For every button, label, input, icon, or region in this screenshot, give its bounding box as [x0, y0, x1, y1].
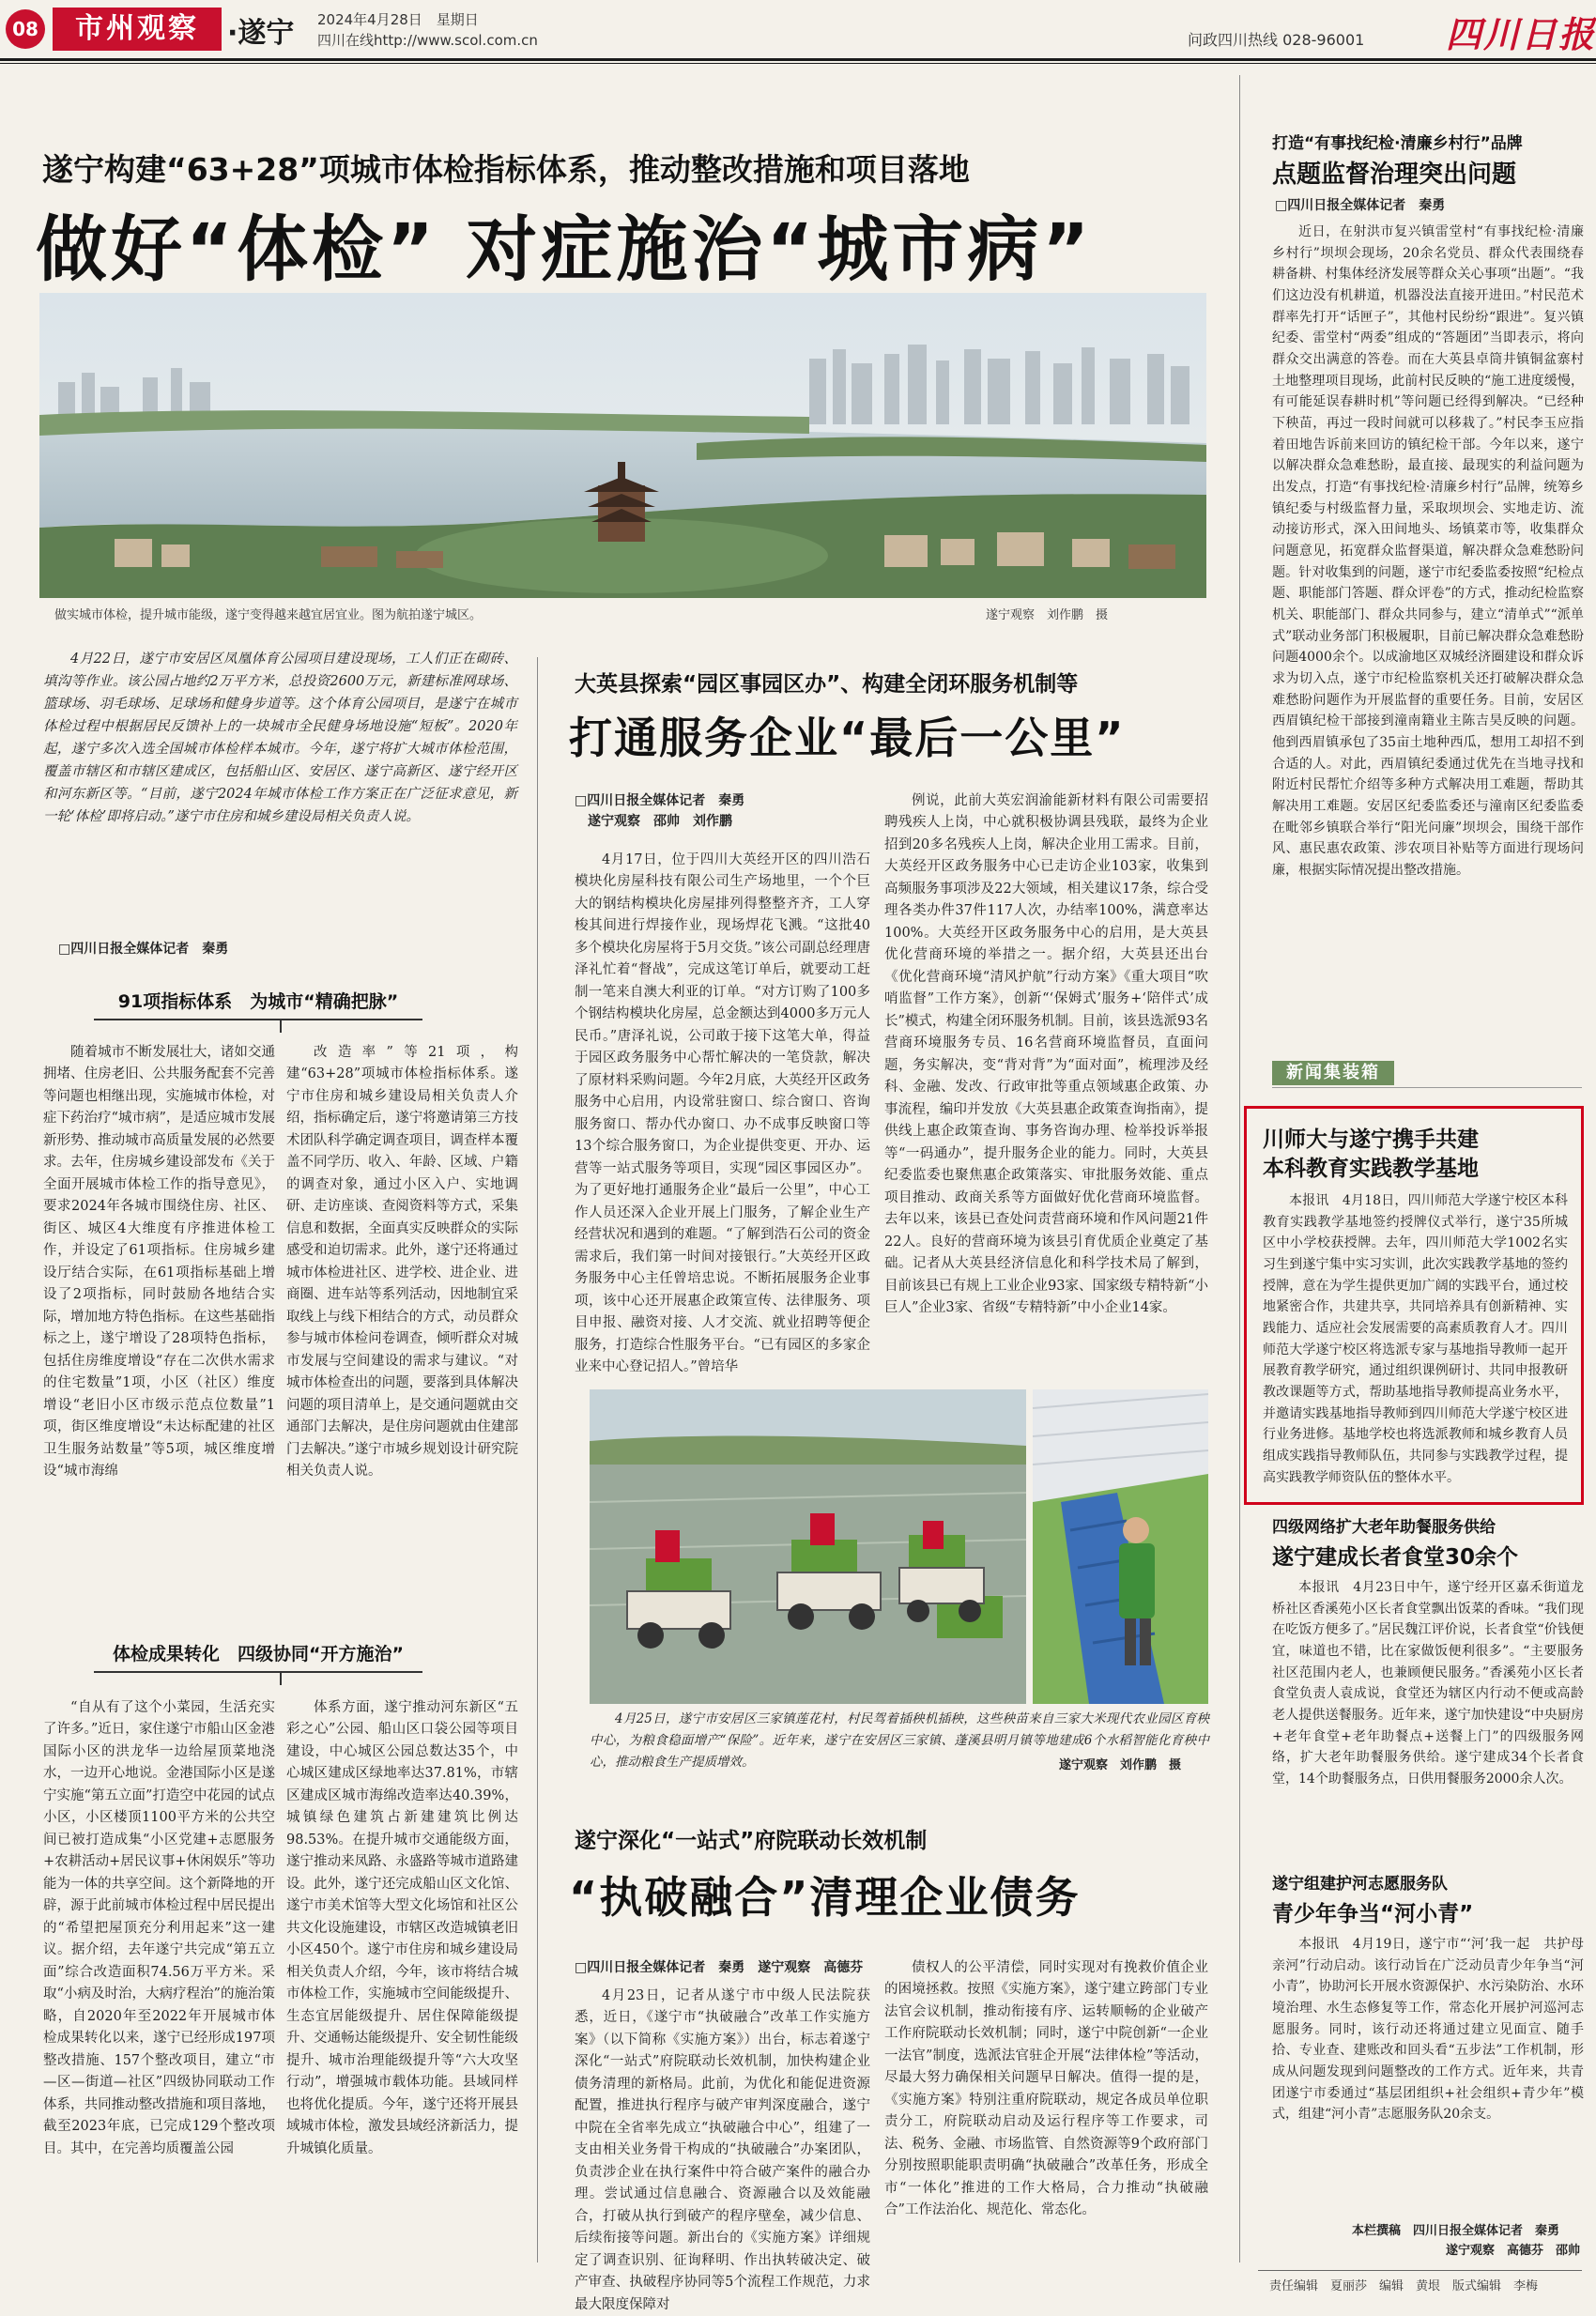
paddy-field-photo [590, 1389, 1026, 1704]
subhead-tick [280, 1672, 282, 1685]
right4-body [1272, 1934, 1584, 2216]
lead-section1-col1-text: 随着城市不断发展壮大，诸如交通拥堵、住房老旧、公共服务配套不完善等问题也相继出现，实施城市体检，对症下药治疗“城市病”，是适应城市发展新形势、推动城市高质量发展的必然要求。去年，住房城乡建设部发布《关于全面开展城市体检工作的指导意见》，要求2024年各城市围绕住房、社区、街区、城区4大维度有序推进体检工作，并设定了61项指标。住房城乡建设厅结合实际，在61项指标基础上增设了2项指标，同时鼓励各地结合实际，增加地方特色指标。在这些基础指标之上，遂宁增设了28项特色指标，包括住房维度增设“存在二次供水需求的住宅数量”1项，小区（社区）维度增设“老旧小区市级示范点位数量”1项，街区维度增设“未达标配建的社区卫生服务站数量”等5项，城区维度增设“城市海绵 [43, 1045, 275, 1480]
column-divider-right [1239, 75, 1240, 2262]
lead-photo-caption: 做实城市体检，提升城市能级，遂宁变得越来越宜居宜业。图为航拍遂宁城区。 [54, 608, 483, 622]
subhead-indicators: 91项指标体系 为城市“精确把脉” [117, 991, 399, 1012]
center1-col1-text: 4月17日，位于四川大英经开区的四川浩石模块化房屋科技有限公司生产场地里，一个个巨大的钢结构模块化房屋排列得整整齐齐，工人穿梭其间进行焊接作业，现场焊花飞溅。“这批40多个模块化房屋将于5月交货。”该公司副总经理唐泽礼忙着“督战”，完成这笔订单后，就要动工赶制一笔来自澳大利亚的订单。“对方订购了100多个钢结构模块化房屋，总金额达到4000多万元人民币。”唐泽礼说，公司敢于接下这笔大单，得益于园区政务服务中心帮忙解决的一笔贷款，解决了原材料采购问题。今年2月底，大英经开区政务服务中心启用，内设常驻窗口、综合窗口、咨询服务窗口、帮办代办窗口、办不成事反映窗口等13个综合服务窗口，为企业提供变更、开办、运营等一站式服务等项目，实现“园区事园区办”。为了更好地打通服务企业“最后一公里”，中心工作人员还深入企业开展上门服务，了解企业生产经营状况和遇到的难题。“了解到浩石公司的资金需求后，我们第一时间对接银行。”大英经开区政务服务中心主任曾培忠说。不断拓展服务企业事项，该中心还开展惠企政策宣传、法律服务、项目申报、融资对接、人才交流、就业招聘等便企服务，打造综合性服务平台。“已有园区的多家企业来中心登记招人。”曾培华 [575, 852, 870, 1375]
right1-body [1272, 222, 1584, 1038]
issue-date: 2024年4月28日 星期日 [317, 11, 479, 28]
lead-intro [43, 648, 517, 929]
news-brief-label: 新闻集装箱 [1272, 1061, 1394, 1085]
right1-kicker: 打造“有事找纪检·清廉乡村行”品牌 [1272, 134, 1523, 153]
center2-col2 [884, 1957, 1208, 2267]
center2-kicker: 遂宁深化“一站式”府院联动长效机制 [575, 1829, 928, 1853]
editor-credits: 责任编辑 夏丽莎 编辑 黄垠 版式编辑 李梅 [1269, 2279, 1539, 2293]
lead-intro-text: 4月22日，遂宁市安居区凤凰体育公园项目建设现场，工人们正在砌砖、填沟等作业。该公园占地约2万平方米，总投资2600万元，新建标准网球场、篮球场、羽毛球场、足球场和健身步道等。这个体育公园项目，是遂宁在城市体检过程中根据居民反馈补上的一块城市全民健身场地设施“短板”。2020年起，遂宁多次入选全国城市体检样本城市。今年，遂宁将扩大城市体检范围，覆盖市辖区和市辖区建成区，包括船山区、安居区、遂宁高新区、遂宁经开区和河东新区等。“目前，遂宁2024年城市体检工作方案正在广泛征求意见，新一轮‘体检’即将启动。”遂宁市住房和城乡建设局相关负责人说。 [43, 652, 517, 825]
center2-headline: “执破融合”清理企业债务 [569, 1872, 1081, 1923]
lead-section1-col2 [286, 1042, 518, 1591]
right1-body-text: 近日，在射洪市复兴镇雷堂村“有事找纪检·清廉乡村行”坝坝会现场，20余名党员、群众代表围绕春耕备耕、村集体经济发展等群众关心事项“出题”。“我们这边没有机耕道，机器没法直接开进田。”村民范术群率先打开“话匣子”，其他村民纷纷“跟进”。复兴镇纪委、雷堂村“两委”组成的“答题团”当即表示，将向群众交出满意的答卷。而在大英县卓筒井镇铜盆寨村土地整理项目现场，此前村民反映的“施工进度缓慢，有可能延误春耕时机”等问题已经得到解决。“已经种下秧苗，再过一段时间就可以移栽了。”村民李玉应指着田地告诉前来回访的镇纪检干部。今年以来，遂宁以解决群众急难愁盼，最直接、最现实的利益问题为出发点，打造“有事找纪检·清廉乡村行”品牌，统筹乡镇纪委与村级监督力量，采取坝坝会、实地走访、流动接访形式，深入田间地头、场镇菜市等，收集群众问题意见，拓宽群众监督渠道，解决群众急难愁盼问题。针对收集到的问题，遂宁市纪委监委按照“纪检点题、职能部门答题、群众评卷”的方式，推动纪检监察机关、职能部门、群众共同参与，建立“清单式”“派单式”联动业务部门积极履职，目前已解决群众急难愁盼问题4000余个。以成渝地区双城经济圈建设和群众诉求为切入点，遂宁市纪检监察机关还打破解决群众急难愁盼问题作为开展监督的重要任务。目前，安居区西眉镇纪检干部接到潼南籍业主陈吉昊反映的问题。他到西眉镇承包了35亩土地种西瓜，想用工却招不到合适的人。对此，西眉镇纪委通过优先在当地寻找和附近村民帮忙介绍等多种方式解决用工难题，帮助其解决用工难题。安居区纪委监委还与潼南区纪委监委在毗邻乡镇联合举行“阳光问廉”坝坝会，围绕干部作风、惠民惠农政策、涉农项目补贴等方面进行现场问廉，根据实际情况提出整改措施。 [1272, 224, 1584, 879]
masthead [0, 0, 1596, 56]
website: 四川在线http://www.scol.com.cn [317, 32, 538, 49]
subhead-tick [280, 1020, 282, 1033]
right3-body [1272, 1577, 1584, 1864]
center1-kicker: 大英县探索“园区事园区办”、构建全闭环服务机制等 [575, 672, 1079, 697]
center-photo-caption-text: 4月25日，遂宁市安居区三家镇莲花村，村民驾着插秧机插秧，这些秧苗来自三家大米现代农业园区育秧中心，为粮食稳面增产“保险”。近年来，遂宁在安居区三家镇、蓬溪县明月镇等地建成6个水稻智能化育秧中心，推动粮食生产提质增效。 [590, 1711, 1209, 1770]
center2-col1-text: 4月23日，记者从遂宁市中级人民法院获悉，近日，《遂宁市“执破融合”改革工作实施方案》（以下简称《实施方案》）出台，标志着遂宁深化“一站式”府院联动长效机制，加快构建企业债务清理的新格局。此前，为优化和能促进资源配置，推进执行程序与破产审判深度融合，遂宁中院在全省率先成立“执破融合中心”，组建了一支由相关业务骨干构成的“执破融合”办案团队，负责涉企业在执行案件中符合破产案件的融合办理。尝试通过信息融合、资源融合以及效能融合，打破从执行到破产的程序壁垒，减少信息、后续衔接等问题。新出台的《实施方案》详细规定了调查识别、征询释明、作出执转破决定、破产审查、执破程序协同等5个流程工作规范，力求最大限度保障对 [575, 1988, 870, 2312]
masthead-rule [0, 58, 1596, 61]
section-city: ·遂宁 [227, 17, 295, 50]
center2-col2-text: 债权人的公平清偿，同时实现对有挽救价值企业的困境拯救。按照《实施方案》，遂宁建立跨部门专业法官会议机制，推动衔接有序、运转顺畅的企业破产工作府院联动长效机制；同时，遂宁中院创新“一企业一法官”制度，选派法官驻企开展“法律体检”等活动，尽最大努力确保相关问题早日解决。值得一提的是，《实施方案》特别注重府院联动，规定各成员单位职责分工，府院联动启动及运行程序等工作要求，司法、税务、金融、市场监管、自然资源等9个政府部门分别按照职能职责明确“执破融合”改革任务，形成全市“一体化”推进的工作大格局，合力推动“执破融合”工作法治化、规范化、常态化。 [884, 1960, 1208, 2218]
right4-kicker: 遂宁组建护河志愿服务队 [1272, 1875, 1448, 1894]
subhead-rule [94, 1671, 422, 1673]
center2-col1 [575, 1986, 870, 2312]
lead-headline: 做好“体检” 对症施治“城市病” [36, 207, 1094, 291]
right4-headline: 青少年争当“河小青” [1272, 1902, 1474, 1926]
center1-byline-2: 遂宁观察 邵帅 刘作鹏 [588, 814, 732, 829]
column-divider-center [537, 657, 538, 2262]
center1-col1 [575, 850, 870, 1375]
subhead-results: 体检成果转化 四级协同“开方施治” [113, 1644, 404, 1664]
right4-credit: 本栏撰稿 四川日报全媒体记者 秦勇 [1352, 2224, 1560, 2238]
center2-byline: □四川日报全媒体记者 秦勇 遂宁观察 高德芬 [575, 1960, 864, 1975]
lead-section2-col1 [43, 1697, 275, 2265]
right4-body-text: 本报讯 4月19日，遂宁市“‘河’我一起 共护母亲河”行动启动。该行动旨在广泛动员青少年争当“河小青”，协助河长开展水资源保护、水污染防治、水环境治理、水生态修复等工作，常态化开展护河巡河志愿服务。同时，该行动还将通过建立见面宣、随手拾、专业查、建账改和回头看“五步法”工作机制，形成从问题发现到问题整改的工作方式。近年来，共青团遂宁市委通过“基层团组织+社会组织+青少年”模式，组建“河小青”志愿服务队20余支。 [1272, 1937, 1584, 2123]
right2-body-text: 本报讯 4月18日，四川师范大学遂宁校区本科教育实践教学基地签约授牌仪式举行，遂宁35所城区中小学校获授牌。去年，四川师范大学1002名实习生到遂宁集中实习实训，此次实践教学基地的签约授牌，意在为学生提供更加广阔的实践平台，通过校地紧密合作，共建共享，共同培养具有创新精神、实践能力、适应社会发展需要的高素质教育人才。四川师范大学遂宁校区将选派专家与基地指导教师一起开展教育教学研究，通过组织课例研讨、共同申报教研教改课题等方式，帮助基地指导教师提高业务水平，并邀请实践基地指导教师到四川师范大学遂宁校区进行业务进修。基地学校也将选派教师和城乡教育人员组成实践指导教师队伍，共同参与实践教学过程，提高实践教学师资队伍的整体水平。 [1263, 1193, 1568, 1485]
right1-headline: 点题监督治理突出问题 [1272, 161, 1517, 189]
lead-photo [39, 293, 1206, 598]
newspaper-logo: 四川日报 [1446, 13, 1596, 55]
right1-byline: □四川日报全媒体记者 秦勇 [1275, 198, 1446, 213]
hotline: 问政四川热线 028-96001 [1188, 31, 1365, 49]
right4-credit-2: 遂宁观察 高德芬 邵帅 [1446, 2244, 1581, 2258]
lead-photo-credit: 遂宁观察 刘作鹏 摄 [986, 608, 1109, 622]
lead-section1-col2-text: 改造率”等21项，构建“63+28”项城市体检指标体系。遂宁市住房和城乡建设局相关负责人介绍，指标确定后，遂宁将邀请第三方技术团队科学确定调查项目，调查样本覆盖不同学历、收入、年龄、区域、户籍的调查对象，通过小区入户、实地调研、走访座谈、查阅资料等方式，采集信息和数据，全面真实反映群众的实际感受和迫切需求。此外，遂宁还将通过城市体检进社区、进学校、进企业、进商圈、进车站等系列活动，因地制宜采取线上与线下相结合的方式，动员群众参与城市体检问卷调查，倾听群众对城市发展与空间建设的需求与建议。“对城市体检查出的问题，要落到具体解决问题的项目清单上，是交通问题就由交通部门去解决，是住房问题就由住建部门去解决。”遂宁市城乡规划设计研究院相关负责人说。 [286, 1045, 518, 1480]
nursery-photo [1033, 1389, 1208, 1704]
right2-headline: 川师大与遂宁携手共建 [1263, 1127, 1479, 1152]
right2-headline-2: 本科教育实践教学基地 [1263, 1157, 1479, 1181]
center1-col2-text: 例说，此前大英宏润渝能新材料有限公司需要招聘残疾人上岗，中心就积极协调县残联，最终为企业招到20多名残疾人上岗，解决企业用工需求。目前，大英经开区政务服务中心已走访企业103家，收集到高频服务事项涉及22大领域，相关建议17条，综合受理各类办件37件117人次，办结率100%，满意率达100%。大英经开区政务服务中心的启用，是大英县优化营商环境的举措之一。据介绍，大英县还出台《优化营商环境“清风护航”行动方案》《重大项目“吹哨监督”工作方案》，创新“‘保姆式’服务+‘陪伴式’成长”模式，构建全闭环服务机制。目前，该县选派93名营商环境服务专员、16名营商环境监督员，直面问题，务实解决，变“背对背”为“面对面”，梳理涉及经科、金融、发改、行政审批等重点领域惠企政策、办事流程，编印并发放《大英县惠企政策查询指南》，提供线上惠企政策查询、事务咨询办理、检举投诉举报等“一码通办”，提升服务企业的能力。同时，大英县纪委监委也聚焦惠企政策落实、审批服务效能、重点项目推动、政商关系等方面做好优化营商环境监督。去年以来，该县已查处问责营商环境和作风问题21件22人。良好的营商环境为该县引育优质企业奠定了基础。记者从大英县经济信息化和科学技术局了解到，目前该县已有规上工业企业93家、国家级专精特新“小巨人”企业3家、省级“专精特新”中小企业14家。 [884, 793, 1208, 1316]
lead-section2-col1-text: “自从有了这个小菜园，生活充实了许多。”近日，家住遂宁市船山区金港国际小区的洪龙华一边给屋顶菜地浇水，一边开心地说。金港国际小区是遂宁实施“第五立面”打造空中花园的试点小区，小区楼顶1100平方米的公共空间已被打造成集“小区党建+志愿服务+农耕活动+居民议事+休闲娱乐”等功能为一体的共享空间。这个新降地的开辟，源于此前城市体检过程中居民提出的“希望把屋顶充分利用起来”这一建议。据介绍，去年遂宁共完成“第五立面”综合改造面积74.56万平方米。采取“小病及时治，大病疗程治”的施治策略，自2020年至2022年开展城市体检成果转化以来，遂宁已经形成197项整改措施、157个整改项目，建立“市—区—街道—社区”四级协同联动工作体系，共同推动整改措施和项目落地，截至2023年底，已完成129个整改项目。其中，在完善均质覆盖公园 [43, 1700, 275, 2156]
masthead-rule-thin [0, 63, 1596, 64]
right3-body-text: 本报讯 4月23日中午，遂宁经开区嘉禾街道龙桥社区香溪苑小区长者食堂飘出饭菜的香味。“我们现在吃饭方便多了。”居民魏江评价说，长者食堂“价钱便宜，味道也不错，比在家做饭便利很多”。“主要服务社区范围内老人，也兼顾便民服务。”香溪苑小区长者食堂负责人袁成说，食堂还为辖区内行动不便或高龄老人提供送餐服务。近年来，遂宁加快建设“中央厨房+老年食堂+老年助餐点+送餐上门”的四级服务网络，扩大老年助餐服务供给。遂宁建成34个长者食堂，14个助餐服务点，日供用餐服务2000余人次。 [1272, 1580, 1584, 1787]
lead-kicker: 遂宁构建“63+28”项城市体检指标体系，推动整改措施和项目落地 [42, 151, 970, 188]
center-photo-credit: 遂宁观察 刘作鹏 摄 [1059, 1758, 1182, 1772]
lead-byline: □四川日报全媒体记者 秦勇 [58, 942, 229, 957]
center1-col2 [884, 790, 1208, 1361]
subhead-rule [94, 1019, 422, 1020]
center1-headline: 打通服务企业“最后一公里” [569, 713, 1126, 763]
right2-body [1263, 1190, 1568, 1495]
lead-section2-col2 [286, 1697, 518, 2265]
section-name: 市州观察 [53, 8, 222, 51]
lead-section1-col1 [43, 1042, 275, 1591]
news-brief-rule [1272, 1087, 1582, 1088]
right3-headline: 遂宁建成长者食堂30余个 [1272, 1545, 1519, 1570]
page-number: 08 [6, 9, 45, 49]
center1-byline: □四川日报全媒体记者 秦勇 [575, 793, 745, 808]
lead-section2-col2-text: 体系方面，遂宁推动河东新区“五彩之心”公园、船山区口袋公园等项目建设，中心城区公园总数达35个，中心城区建成区绿地率达37.81%，市辖区建成区城市海绵改造率达40.39%，城镇绿色建筑占新建建筑比例达98.53%。在提升城市交通能级方面，遂宁推动来凤路、永盛路等城市道路建设。此外，遂宁还完成船山区文化馆、遂宁市美术馆等大型文化场馆和社区公共文化设施建设，市辖区改造城镇老旧小区450个。遂宁市住房和城乡建设局相关负责人介绍，今年，该市将结合城市体检工作，实施城市空间能级提升、生态宜居能级提升、居住保障能级提升、交通畅达能级提升、安全韧性能级提升、城市治理能级提升等“六大攻坚行动”，增强城市载体功能。县域同样也将优化提质。今年，遂宁还将开展县域城市体检，激发县域经济新活力，提升城镇化质量。 [286, 1700, 518, 2156]
right3-kicker: 四级网络扩大老年助餐服务供给 [1272, 1518, 1496, 1537]
footer-rule [1258, 2270, 1582, 2271]
